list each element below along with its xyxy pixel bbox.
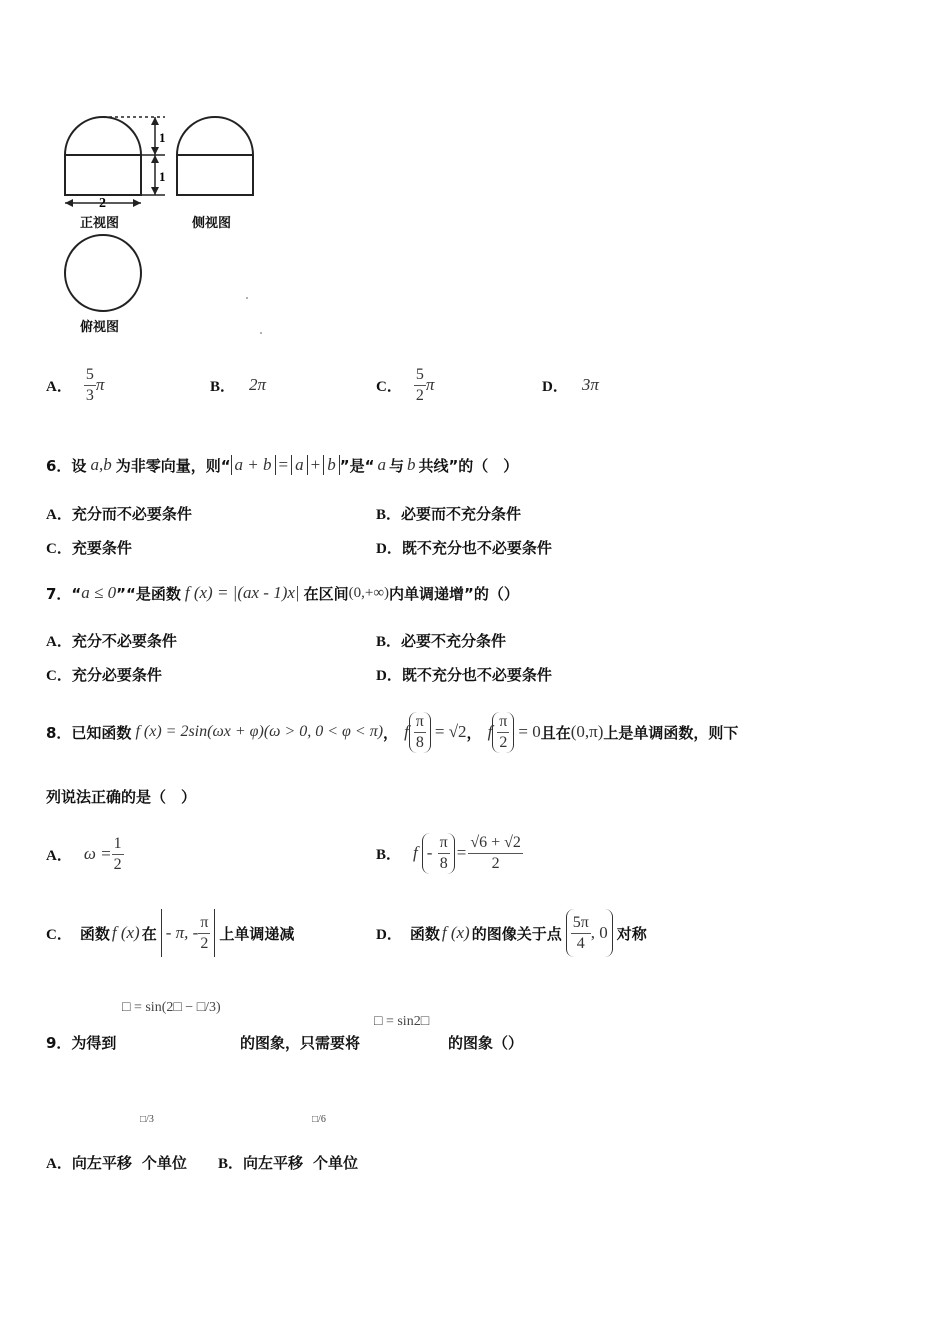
fraction-numerator: π <box>198 913 210 934</box>
fraction-numerator: π <box>497 712 509 733</box>
fraction-numerator: √6 + √2 <box>468 833 523 854</box>
q5-option-d[interactable] <box>542 362 599 408</box>
q8-option-a[interactable] <box>46 826 124 882</box>
q6-option-a[interactable] <box>46 503 192 524</box>
option-text: 的图像关于点 <box>471 924 562 943</box>
option-text: 个单位 <box>141 1154 187 1172</box>
pi-symbol: π <box>425 375 435 394</box>
option-label: D． <box>376 668 402 684</box>
q7-option-a[interactable] <box>46 630 177 651</box>
q8-stem-line2: 列说法正确的是（ ） <box>46 788 197 806</box>
option-label: A． <box>46 847 72 864</box>
q6-option-d[interactable] <box>376 537 552 558</box>
f-symbol: f <box>413 843 418 862</box>
fraction-numerator: 5π <box>571 913 591 934</box>
q6-mid2: ”是“ <box>339 456 375 475</box>
option-text: 在 <box>141 924 157 943</box>
option-text: 必要不充分条件 <box>401 632 507 650</box>
q8-prefix: 8．已知函数 <box>46 723 132 742</box>
option-text: 必要而不充分条件 <box>401 505 522 523</box>
fraction-denominator: 8 <box>415 733 424 751</box>
q6-eq: = <box>278 455 289 474</box>
q6-var-a: a <box>377 455 386 474</box>
q6-plus: + <box>310 455 321 474</box>
q9-optB-fraction: □/6 <box>312 1114 326 1125</box>
q6-vars: a,b <box>90 455 112 474</box>
option-text: 既不充分也不必要条件 <box>401 539 552 557</box>
omega-eq: ω = <box>83 844 112 863</box>
q8-option-b[interactable] <box>376 820 523 886</box>
option-label: C． <box>376 378 402 395</box>
q8-option-c[interactable] <box>46 904 294 962</box>
fraction-numerator: 5 <box>414 365 426 386</box>
q7-option-d[interactable] <box>376 664 552 685</box>
option-text: 向左平移 <box>71 1154 132 1172</box>
q6-mid3: 与 <box>388 456 404 475</box>
q5-option-a[interactable] <box>46 362 104 408</box>
f-of-x: f (x) <box>441 923 470 942</box>
q7-mid2: 在区间 <box>303 584 349 603</box>
option-label: A． <box>46 634 72 650</box>
dim-width-label: 2 <box>99 196 106 211</box>
option-label: C． <box>46 926 72 943</box>
option-label: B． <box>376 634 402 650</box>
option-text: 充分而不必要条件 <box>71 505 192 523</box>
option-text: 充要条件 <box>71 539 132 557</box>
interval-lower: - π, - <box>165 923 199 942</box>
fraction-numerator: 1 <box>112 834 124 855</box>
option-text: 函数 <box>79 924 110 943</box>
q7-condition: a ≤ 0 <box>81 583 117 602</box>
option-value: 3π <box>581 375 599 394</box>
option-label: A． <box>46 507 72 523</box>
q5-option-c[interactable] <box>376 362 434 408</box>
option-text: 充分必要条件 <box>71 666 162 684</box>
option-label: D． <box>542 378 568 395</box>
q7-stem <box>46 578 519 608</box>
q9-suffix: 的图象（） <box>448 1034 524 1052</box>
option-label: C． <box>46 541 72 557</box>
q7-option-c[interactable] <box>46 664 162 685</box>
q6-prefix: 6．设 <box>46 456 87 475</box>
dim-h1-label: 1 <box>159 130 166 145</box>
q8-f1-value: = √2 <box>434 722 467 741</box>
q6-option-c[interactable] <box>46 537 132 558</box>
front-view-drawing <box>65 117 141 195</box>
option-label: D． <box>376 926 402 943</box>
side-view-drawing <box>177 117 253 195</box>
fraction-denominator: 2 <box>415 386 424 404</box>
q9-option-a[interactable] <box>46 1152 187 1173</box>
option-text: 对称 <box>616 924 647 943</box>
fraction-numerator: π <box>438 833 450 854</box>
fraction-denominator: 2 <box>200 934 209 952</box>
side-view-label: 侧视图 <box>192 216 232 231</box>
q9-optA-fraction: □/3 <box>140 1114 154 1125</box>
f-of-x: f (x) <box>111 923 140 942</box>
q9-target-expression: □ = sin(2□ − □/3) <box>122 1000 221 1015</box>
option-text: 上单调递减 <box>219 924 295 943</box>
fraction-denominator: 2 <box>499 733 508 751</box>
q7-suffix: 内单调递增”的（） <box>389 584 519 603</box>
q9-mid: 的图象，只需要将 <box>240 1034 361 1052</box>
q7-interval: (0,+∞) <box>348 584 390 601</box>
option-text: 既不充分也不必要条件 <box>401 666 552 684</box>
q6-var-b: b <box>406 455 416 474</box>
q8-function: f (x) = 2sin(ωx + φ)(ω > 0, 0 < φ < π) <box>135 723 384 740</box>
option-label: C． <box>46 668 72 684</box>
q6-expr-b: b <box>323 455 340 475</box>
option-text: 向左平移 <box>243 1154 304 1172</box>
q6-expr-sum: a + b <box>231 455 276 475</box>
q8-comma: ， <box>383 723 399 742</box>
option-label: B． <box>218 1156 244 1172</box>
q6-mid1: 为非零向量，则“ <box>115 456 231 475</box>
fraction-denominator: 4 <box>576 934 585 952</box>
option-label: A． <box>46 378 72 395</box>
q8-interval: (0,π) <box>570 722 604 741</box>
dim-h2-label: 1 <box>159 169 166 184</box>
q7-prefix: 7．“ <box>46 584 82 603</box>
q6-option-b[interactable] <box>376 503 521 524</box>
fraction-denominator: 3 <box>85 386 94 404</box>
fraction-denominator: 8 <box>439 854 448 872</box>
minus-sign: - <box>426 842 433 862</box>
fraction-numerator: π <box>414 712 426 733</box>
fraction-denominator: 2 <box>491 854 500 872</box>
option-text: 函数 <box>409 924 440 943</box>
q6-suffix: 共线”的（ ） <box>418 456 519 475</box>
option-label: B． <box>210 378 236 395</box>
q9-option-b[interactable] <box>218 1152 358 1173</box>
front-view-label: 正视图 <box>80 216 120 231</box>
q7-option-b[interactable] <box>376 630 506 651</box>
q7-function: f (x) = |(ax - 1)x| <box>184 583 300 602</box>
point-y: , 0 <box>590 923 608 942</box>
q8-mid: 且在 <box>540 723 571 742</box>
option-label: A． <box>46 1156 72 1172</box>
q8-stem: 8．已知函数 f (x) = 2sin(ωx + φ)(ω > 0, 0 < φ < π) ， f $\frac{\pi}{8}$ = √2 ， f $\frac{\pi}{2}$ = 0 且在 (0,π) 上是单调函数，则下 <box>46 712 739 751</box>
option-text: 充分不必要条件 <box>71 632 177 650</box>
q8-comma: ， <box>466 723 482 742</box>
option-label: B． <box>376 507 402 523</box>
q6-expr-a: a <box>291 455 308 475</box>
option-value: 2π <box>249 375 267 394</box>
q9-source-expression: □ = sin2□ <box>374 1014 430 1029</box>
option-text: 个单位 <box>313 1154 359 1172</box>
q8-option-d[interactable] <box>376 904 647 962</box>
q5-option-b[interactable] <box>210 362 266 408</box>
option-label: D． <box>376 541 402 557</box>
q7-mid1: ”“是函数 <box>116 584 181 603</box>
fraction-numerator: 5 <box>84 365 96 386</box>
q9-prefix: 9．为得到 <box>46 1034 117 1052</box>
q8-f2-value: = 0 <box>518 722 541 741</box>
top-view-drawing <box>65 235 141 311</box>
eq-sign: = <box>456 843 467 862</box>
fraction-denominator: 2 <box>113 855 122 873</box>
q8-suffix: 上是单调函数，则下 <box>603 723 739 742</box>
top-view-label: 俯视图 <box>80 320 120 335</box>
q6-stem <box>46 450 518 480</box>
option-label: B． <box>376 846 402 863</box>
pi-symbol: π <box>95 375 105 394</box>
